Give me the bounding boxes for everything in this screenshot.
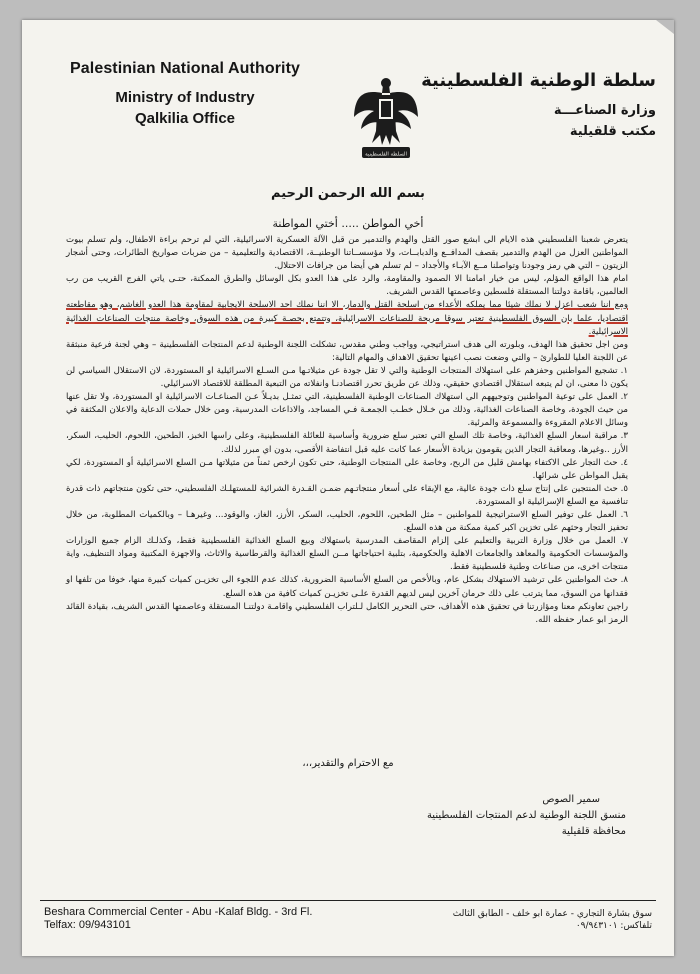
- ministry-name-ar: وزارة الصناعـــة: [553, 103, 656, 118]
- signature-block: [386, 792, 626, 840]
- goal-item-4: ٤. حث التجار على الاكتفاء بهامش قليل من الربح، وخاصة على المنتجات الوطنية، حتى تكون ارخص ثمناً من مثيلاتها مـن السلع الاسرائيلية أو المستوردة، لكي يقبل المواطن على شرائها.: [66, 457, 628, 481]
- signer-name: سمير الصوص: [542, 794, 600, 805]
- footer-address-en: Beshara Commercial Center - Abu -Kalaf Bldg. - 3rd Fl.: [44, 906, 313, 918]
- paragraph-boycott: ومع اننا شعب اعزل لا نملك شيئا مما يملكه الأعداء من اسلحة القتل والدمار، الا اننا نملك احد الاسلحة الايجابية لمقاومة هذا العدو الغاشم، وهو مقاطعته اقتصاديا، علما بان السوق الفلسطينية تعتبر سوقا مربحة للصناعات الاسرائيلية، وتتمتع بحصـة كبيرة من هذه السوق، وخاصة منتجات الصناعات الغذائية الاسرائيلية.: [66, 300, 628, 337]
- goal-item-3: ٣. مراقبة اسعار السلع الغذائية، وخاصة تلك السلع التي تعتبر سلع ضرورية وأساسية للعائلة الفلسطينية، وعلى راسها الخبز، الطحين، اللحوم، الحليب، السكر، الأرز ..وغيرها، ومعاقبة التجار الذين يقومون بزيادة الأسعار عما كانت عليه قبل انتفاضة الأقصى، بدون اي مبرر لذلك.: [66, 431, 628, 455]
- org-name-en: Palestinian National Authority: [70, 60, 300, 77]
- goal-item-7: ٧. العمل من خلال وزارة التربية والتعليم على إلزام المقاصف المدرسية باستهلاك وبيع السلع الغذائية الفلسطينية فقط، وكذلـك الزام جميع الوزارات والمؤسسات الحكومية والمعاهد والجامعات الاهلية والحكومية، بتلبية احتياجاتها مــن السلع الغذائية والقرطاسية والاثاث، والاجهزة المكتبية ومواد التنظيف، واية منتجات اخرى، من صناعات وطنية فلسطينية فقط.: [66, 536, 628, 573]
- footer-english: [44, 906, 312, 932]
- footer-address-ar: سوق بشارة التجاري - عمارة ابو خلف - الطابق الثالث: [452, 909, 652, 919]
- footer-arabic: [453, 908, 652, 932]
- signer-region: محافظة قلقيلية: [561, 826, 626, 837]
- basmala: بسم الله الرحمن الرحيم: [271, 186, 425, 201]
- signer-title: منسق اللجنة الوطنية لدعم المنتجات الفلسطينية: [426, 810, 626, 821]
- office-name-ar: مكتب قلقيلية: [569, 124, 656, 139]
- footer-telfax-en: Telfax: 09/943101: [44, 919, 131, 931]
- page-corner-fold: [656, 20, 674, 34]
- closing-line: مع الاحترام والتقدير،،،: [302, 758, 394, 769]
- ministry-name-en: Ministry of Industry: [115, 89, 255, 106]
- header-english: [70, 60, 300, 127]
- goal-item-5: ٥. حث المنتجين على إنتاج سلع ذات جودة عالية، مع الإبقاء على أسعار منتجاتـهم ضمـن القـدرة الشرائية للمستهلـك الفلسطيني، حتى تكون منتجاتهم ذات قدرة تنافسية مع السلع الإسرائيلية او المستوردة.: [66, 483, 628, 507]
- footer-divider: [40, 900, 656, 901]
- goal-item-2: ٢. العمل على توعية المواطنين وتوجيههم الى استهلاك الصناعات الوطنية الفلسطينية، التي تمثـل بديـلاً عـن الصناعـات الاسرائيلية او المستوردة، ولا تقل عنها من حيث الجودة، وخاصة الصناعات الغذائية، وذلك من خـلال خطـب الجمعـة فـي المساجد، والاذاعات المدرسية، ومن خلال حملات الدعاية والاعلان المكثفة في وسائل الاعلام المقروءة والمسموعة والمرئية.: [66, 392, 628, 429]
- paragraph-committee: ومن اجل تحقيق هذا الهدف، وبلورته الى هدف استراتيجي، وواجب وطني مقدس، تشكلت اللجنة الوطنية لدعم المنتجات الفلسطينية – وهي لجنة فرعية منبثقة عن اللجنة العليا للطوارئ – والتي وضعت نصب اعينها تحقيق الاهداف والمهام التالية:: [66, 339, 628, 363]
- salutation: أخي المواطن ..... أختي المواطنة: [272, 217, 424, 230]
- paragraph-intro: يتعرض شعبنا الفلسطيني هذه الايام الى ابشع صور القتل والهدم والتدمير من قبل الآلة العسكرية الاسرائيلية، التي لم ترحم براءة الاطفال، ولم تسلم بيوت المواطنين العزل من الهدم والتدمير بقصف المدافــع والدبابــات، ولا مؤسســاتنا الوطنيــة، الاقتصادية والتعليمية – من ضربات صواريخ الطائرات، وحتى أشجار الزيتون – التي هي رمز وجودنا وتواصلنا مــع الآبـاء والأجداد – لم تسلم هي أيضا من جرافات الاحتلال.: [66, 235, 628, 272]
- office-name-en: Qalkilia Office: [134, 110, 236, 127]
- footer-telfax-ar: تلفاكس: ٠٩/٩٤٣١٠١: [575, 921, 652, 931]
- paragraph-steadfastness: امام هذا الواقع المؤلم، ليس من خيار امامنا الا الصمود والمقاومة، والرد على هذا العدو بكل الوسائل والطرق الممكنة، حتـى ياتي الفرج القريب من رب العالمين، باقامة دولتنا المستقلة فلسطين وعاصمتها القدس الشريف.: [66, 274, 628, 298]
- goal-item-1: ١. تشجيع المواطنين وحفزهم على استهلاك المنتجات الوطنية والتي لا تقل جودة عن مثيلاتـها مـن السـلع الاسرائيلية او المستوردة، لان الاستقلال السياسي لن يكون ذا معنى، ان لم يتبعه استقلال اقتصادي حقيقي، وذلك عن طريق تحرر اقتصادنـا وانفلاته من التبعية المطلقة للاقتصاد الاسرائيلي.: [66, 365, 628, 390]
- paragraph-closing-appeal: راجين تعاونكم معنا ومؤازرتنا في تحقيق هذه الأهداف، حتى التحرير الكامل لـلتراب الفلسطيني واقامـة دولتنـا المستقلة وعاصمتها القدس الشريف، بقيادة القائد الرمز ابو عمار حفظه الله.: [66, 601, 628, 625]
- goal-item-8: ٨. حث المواطنين على ترشيد الاستهلاك بشكل عام، وبالأخص من السلع الأساسية الضرورية، كذلك عدم اللجوء الى تخزيـن كميات كبيرة منها، خوفا من تلفها او فقدانها من السوق، مما يترتب على ذلك حرمان آخرين ليس لديهم القدرة علـى تخزيـن كميات كافية من هذه السلع.: [66, 575, 628, 599]
- goal-item-6: ٦. العمل على توفير السلع الاستراتيجية للمواطنين – مثل الطحين، اللحوم، الحليب، السكر، الأرز، الغاز، والوقود... وغيرهـا – وبالكميات المطلوبة، من خلال تحفيز التجار وحثهم على تخزين اكبر كمية ممكنة من هذه السلع.: [66, 509, 628, 534]
- org-name-ar: سلطة الوطنية الفلسطينية: [421, 70, 656, 91]
- emblem-seal-text: السلطة الفلسطينية: [365, 151, 407, 158]
- letter-body: [66, 234, 628, 627]
- letter-page: [22, 20, 674, 956]
- header-arabic: [406, 70, 656, 139]
